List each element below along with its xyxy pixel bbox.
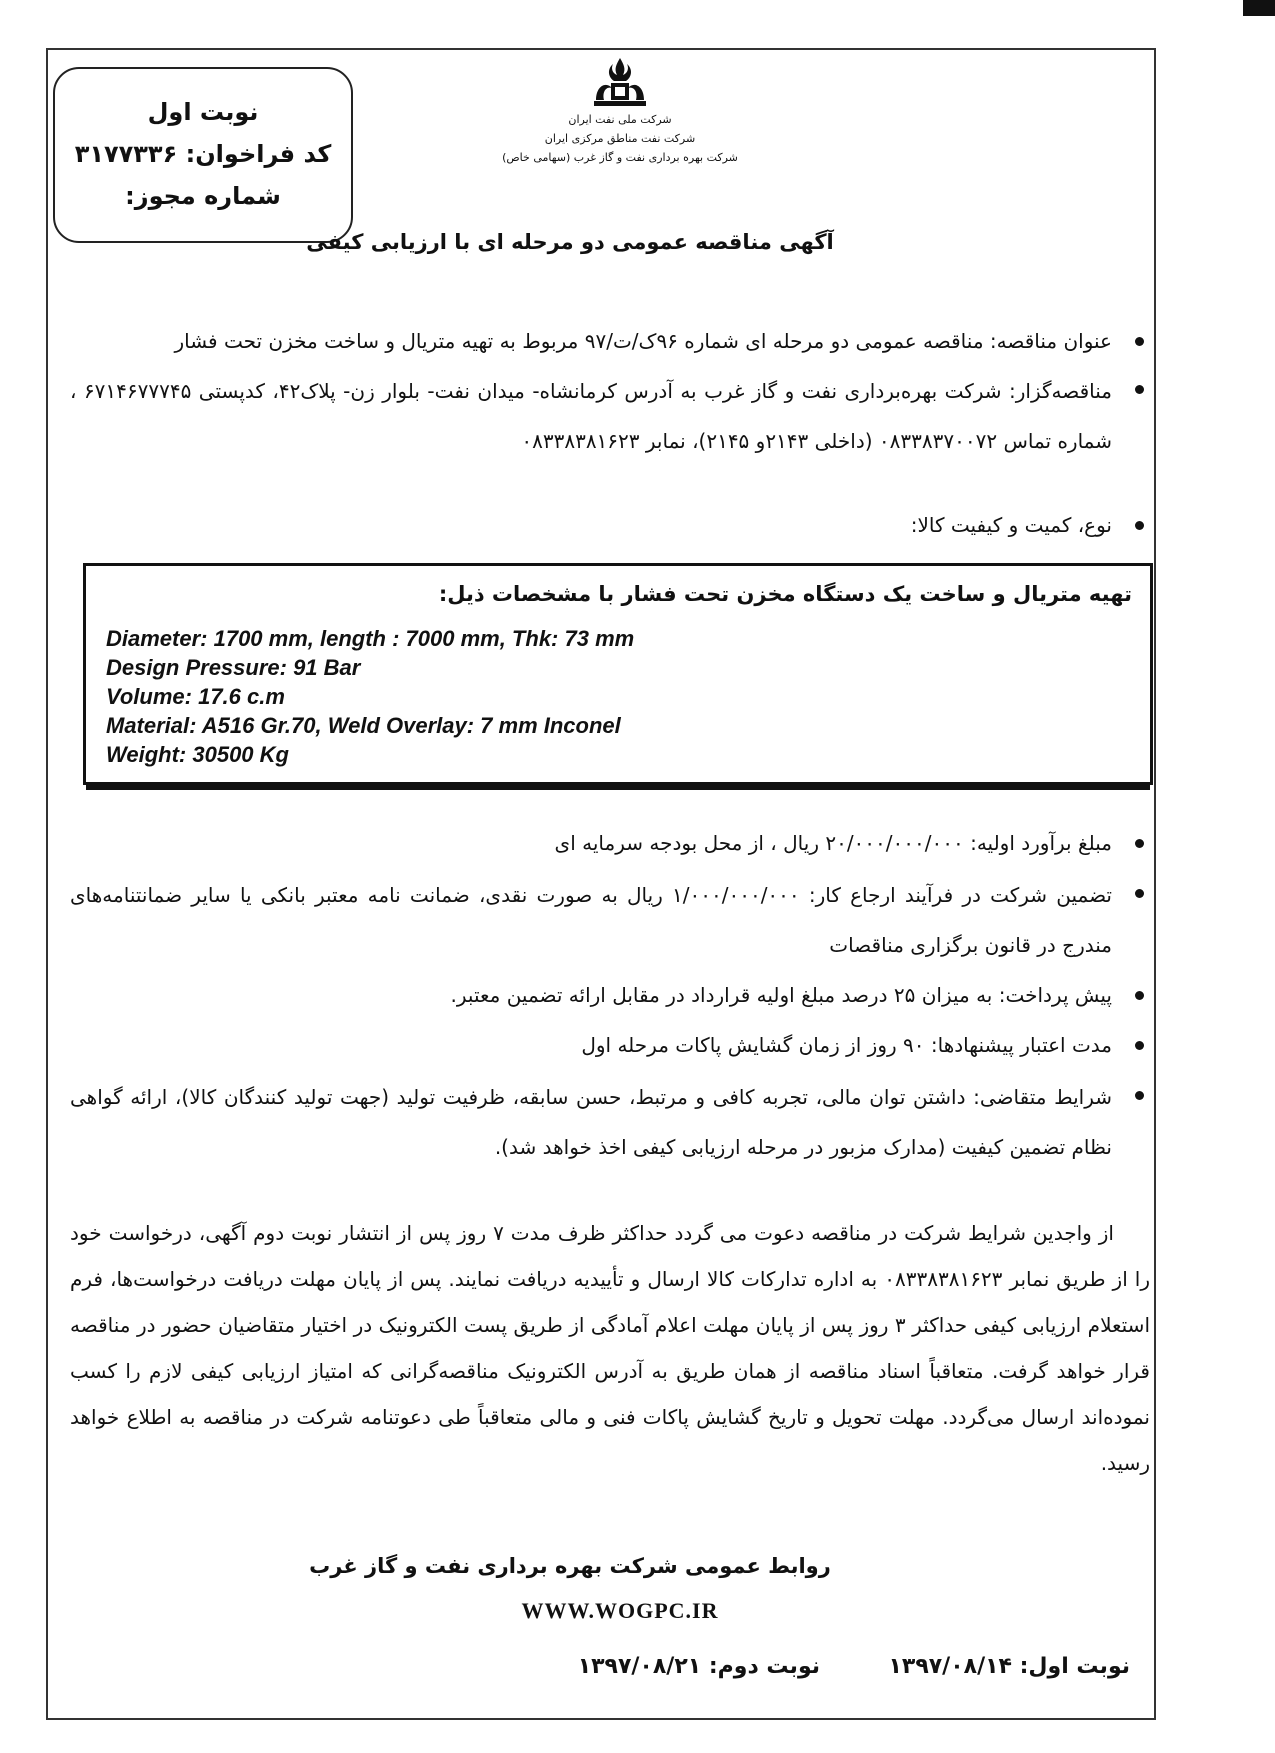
publication-dates <box>560 1654 1130 1694</box>
call-code: کد فراخوان: ۳۱۷۷۳۳۶ <box>74 140 332 168</box>
tender-issuer-text: مناقصه‌گزار: شرکت بهره‌برداری نفت و گاز غرب به آدرس کرمانشاه- میدان نفت- بلوار زن- پلاک۴۲، کدپستی ۶۷۱۴۶۷۷۷۴۵ ، شماره تماس ۰۸۳۳۸۳۷۰۰۷۲ (داخلی ۲۱۴۳و ۲۱۴۵)، نمابر ۰۸۳۳۸۳۸۱۶۲۳ <box>70 379 1112 453</box>
spec-line-material: Material: A516 Gr.70, Weld Overlay: 7 mm Inconel <box>106 713 621 738</box>
scan-edge-mark <box>1243 0 1275 16</box>
bullet-dot <box>1135 385 1144 394</box>
company-header <box>470 56 770 167</box>
public-relations-signature: روابط عمومی شرکت بهره برداری نفت و گاز غرب <box>309 1554 831 1578</box>
spec-lines <box>106 624 634 769</box>
bullet-dot <box>1135 991 1144 1000</box>
bullet-dot <box>1135 1041 1144 1050</box>
org-line-3: شرکت بهره برداری نفت و گاز غرب (سهامی خاص) <box>502 151 738 164</box>
spec-line-dimensions: Diameter: 1700 mm, length : 7000 mm, Thk: 73 mm <box>106 626 635 651</box>
round-label: نوبت اول <box>147 98 259 126</box>
specification-box <box>83 563 1153 785</box>
spec-heading: تهیه متریال و ساخت یک دستگاه مخزن تحت فشار با مشخصات ذیل: <box>438 582 1132 606</box>
spec-line-weight: Weight: 30500 Kg <box>106 742 289 767</box>
conditions-text: شرایط متقاضی: داشتن توان مالی، تجربه کافی و مرتبط، حسن سابقه، ظرفیت تولید (جهت تولید کنندگان کالا)، ارائه گواهی نظام تضمین کیفیت (مدارک مزبور در مرحله ارزیابی کیفی اخذ خواهد شد). <box>70 1085 1112 1159</box>
bullet-dot <box>1135 337 1144 346</box>
tender-title-heading: آگهی مناقصه عمومی دو مرحله ای با ارزیابی کیفی <box>306 230 834 254</box>
tender-title-text: عنوان مناقصه: مناقصه عمومی دو مرحله ای شماره ۹۶ک/ت/۹۷ مربوط به تهیه متریال و ساخت مخزن تحت فشار <box>174 329 1112 353</box>
bullet-conditions <box>70 1072 1150 1172</box>
bullet-estimate <box>70 820 1150 866</box>
second-round-date: نوبت دوم: ۱۳۹۷/۰۸/۲۱ <box>577 1654 820 1679</box>
permit-label: شماره مجوز: <box>125 182 281 210</box>
first-round-date: نوبت اول: ۱۳۹۷/۰۸/۱۴ <box>888 1654 1130 1679</box>
spec-line-volume: Volume: 17.6 c.m <box>106 684 285 709</box>
box-shadow <box>86 785 1150 790</box>
bullet-tender-title <box>70 318 1150 364</box>
org-line-2: شرکت نفت مناطق مرکزی ایران <box>544 132 696 145</box>
bullet-validity <box>70 1022 1150 1068</box>
bullet-dot <box>1135 1091 1144 1100</box>
estimate-text: مبلغ برآورد اولیه: ۲۰/۰۰۰/۰۰۰/۰۰۰ ریال ، از محل بودجه سرمایه ای <box>554 831 1112 855</box>
bullet-prepayment <box>70 972 1150 1018</box>
website-url: WWW.WOGPC.IR <box>521 1598 719 1623</box>
nioc-flame-logo-icon <box>592 56 648 108</box>
bullet-dot <box>1135 521 1144 530</box>
bullet-guarantee <box>70 870 1150 970</box>
call-code-box <box>53 67 353 243</box>
guarantee-text: تضمین شرکت در فرآیند ارجاع کار: ۱/۰۰۰/۰۰۰/۰۰۰ ریال به صورت نقدی، ضمانت نامه معتبر بانکی یا سایر ضمانتنامه‌های مندرج در قانون برگزاری مناقصات <box>70 883 1112 957</box>
bullet-goods-type <box>70 502 1150 548</box>
spec-line-pressure: Design Pressure: 91 Bar <box>106 655 361 680</box>
org-line-1: شرکت ملی نفت ایران <box>568 113 672 126</box>
validity-text: مدت اعتبار پیشنهادها: ۹۰ روز از زمان گشایش پاکات مرحله اول <box>581 1033 1112 1057</box>
bullet-dot <box>1135 839 1144 848</box>
invitation-paragraph: از واجدین شرایط شرکت در مناقصه دعوت می گردد حداکثر ظرف مدت ۷ روز پس از انتشار نوبت دوم آگهی، درخواست خود را از طریق نمابر ۰۸۳۳۸۳۸۱۶۲۳ به اداره تدارکات کالا ارسال و تأییدیه دریافت نمایند. پس از پایان مهلت دریافت درخواست‌ها، فرم استعلام ارزیابی کیفی حداکثر ۳ روز پس از پایان مهلت اعلام آمادگی از طریق پست الکترونیک در اختیار متقاضیان حضور در مناقصه قرار خواهد گرفت. متعاقباً اسناد مناقصه از همان طریق به آدرس الکترونیک مناقصه‌گرانی که امتیاز ارزیابی کیفی لازم را کسب نموده‌اند ارسال می‌گردد. مهلت تحویل و تاریخ گشایش پاکات فنی و مالی متعاقباً طی دعوتنامه شرکت در مناقصه به اطلاع خواهد رسید. <box>70 1221 1150 1475</box>
bullet-tender-issuer <box>70 366 1150 466</box>
bullet-dot <box>1135 889 1144 898</box>
goods-type-text: نوع، کمیت و کیفیت کالا: <box>910 513 1112 537</box>
prepayment-text: پیش پرداخت: به میزان ۲۵ درصد مبلغ اولیه قرارداد در مقابل ارائه تضمین معتبر. <box>450 983 1112 1007</box>
